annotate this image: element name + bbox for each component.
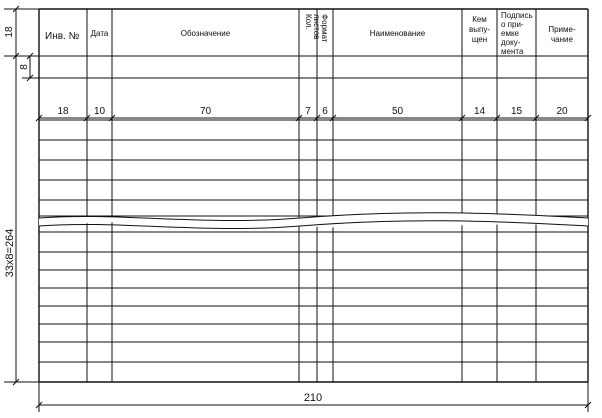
svg-text:доку-: доку- <box>501 38 521 47</box>
col-width-label: 70 <box>199 106 212 117</box>
svg-text:Приме-: Приме- <box>548 25 576 34</box>
col-width-label: 20 <box>556 106 568 117</box>
row-lines <box>39 120 588 362</box>
svg-text:чание: чание <box>551 35 573 44</box>
svg-text:о при-: о при- <box>501 20 524 29</box>
total-width-label: 210 <box>303 392 323 404</box>
total-width-dimension <box>36 382 591 412</box>
total-height-dimension <box>4 229 16 278</box>
column-width-dimensions <box>36 106 591 121</box>
row-height-dimension <box>19 64 30 70</box>
col-width-label: 14 <box>473 106 486 117</box>
col-width-label: 10 <box>93 106 106 117</box>
column-lines <box>39 9 588 382</box>
header-date: Дата <box>90 29 109 38</box>
svg-text:листов: листов <box>312 14 321 40</box>
col-width-label: 50 <box>391 106 404 117</box>
header-height-dimension <box>4 26 15 38</box>
break-line <box>39 213 588 229</box>
svg-text:выпу-: выпу- <box>469 25 490 34</box>
svg-text:Кол.: Кол. <box>304 14 313 30</box>
header-issued-by <box>469 15 490 44</box>
col-width-label: 18 <box>57 106 69 117</box>
header-note <box>548 25 576 44</box>
header-inv-no: Инв. № <box>45 31 80 42</box>
header-name: Наименование <box>369 29 426 38</box>
header-designation: Обозначение <box>180 29 231 38</box>
header-signature <box>501 11 533 56</box>
svg-text:33x8=264: 33x8=264 <box>4 228 16 278</box>
svg-text:щен: щен <box>471 35 488 44</box>
svg-text:емке: емке <box>501 29 519 38</box>
header-sheets-count <box>304 14 321 39</box>
height-dimensions <box>4 6 39 385</box>
svg-text:Кем: Кем <box>472 15 487 24</box>
col-width-label: 15 <box>510 106 523 117</box>
svg-text:8: 8 <box>19 64 30 70</box>
svg-text:мента: мента <box>501 47 524 56</box>
svg-text:Подпись: Подпись <box>501 11 533 20</box>
header-labels <box>45 11 576 56</box>
header-format <box>320 14 329 43</box>
col-width-label: 7 <box>305 106 311 117</box>
table-frame <box>39 9 588 382</box>
svg-text:Формат: Формат <box>320 14 329 43</box>
svg-text:18: 18 <box>4 26 15 38</box>
col-width-label: 6 <box>322 106 328 117</box>
